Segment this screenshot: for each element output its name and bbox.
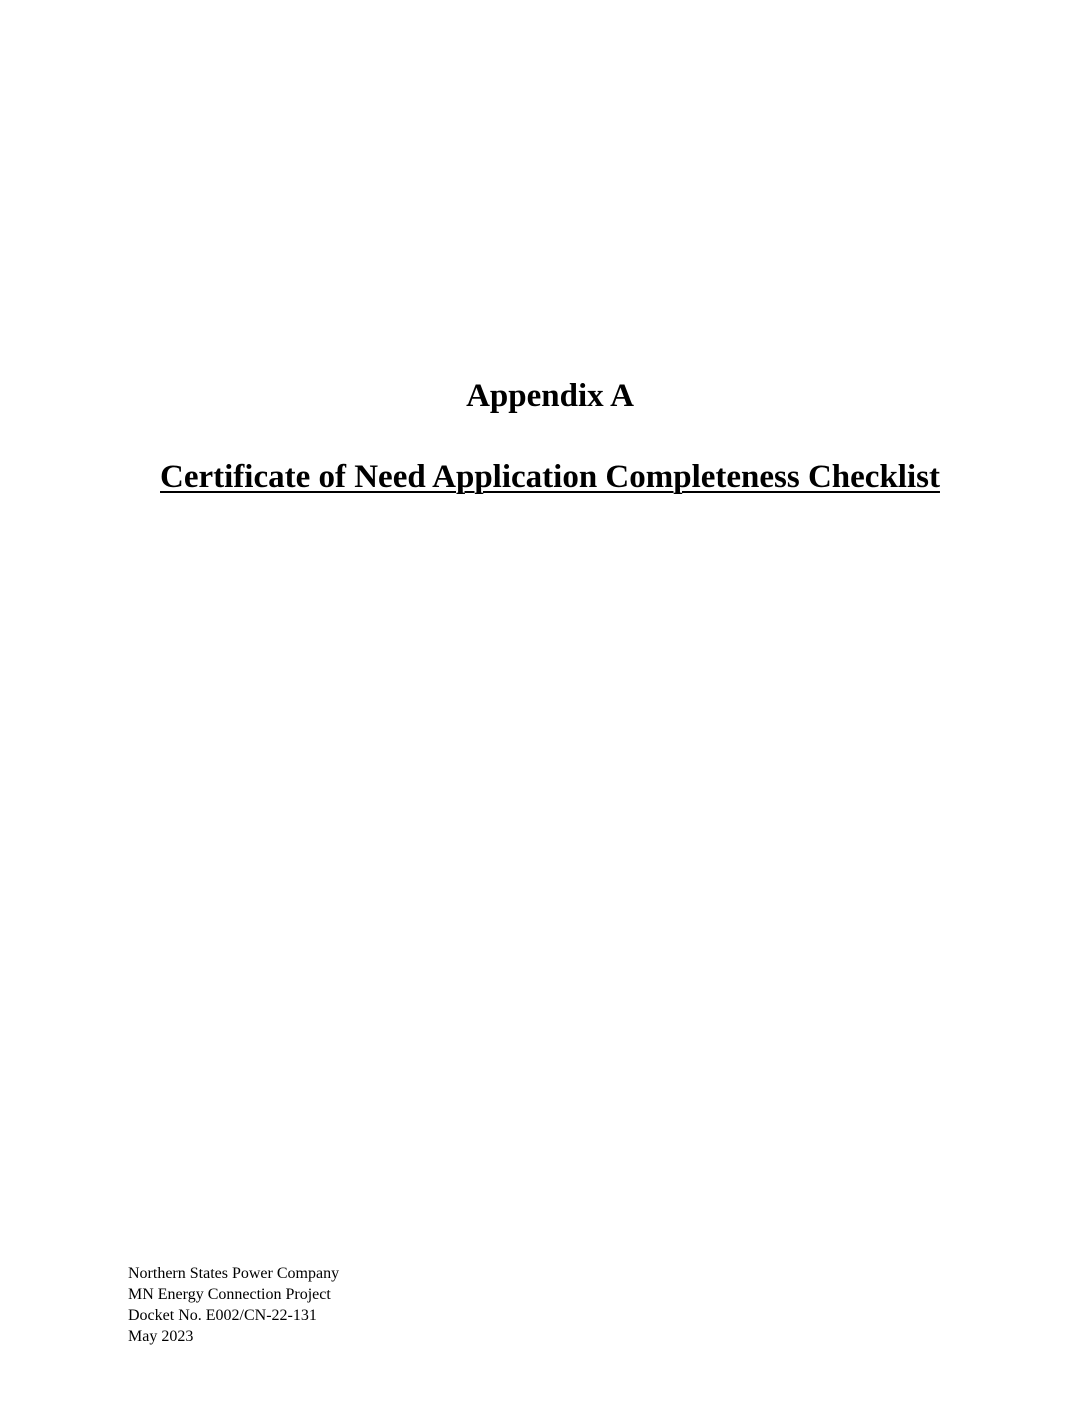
appendix-heading bbox=[0, 374, 1088, 418]
appendix-label: Appendix A bbox=[466, 378, 634, 414]
footer-company: Northern States Power Company bbox=[128, 1265, 340, 1282]
footer-docket: Docket No. E002/CN-22-131 bbox=[128, 1307, 317, 1324]
document-footer bbox=[128, 1263, 339, 1347]
document-title bbox=[0, 455, 1088, 499]
footer-date: May 2023 bbox=[128, 1328, 194, 1345]
document-title-text: Certificate of Need Application Completeness Checklist bbox=[160, 459, 940, 495]
footer-project: MN Energy Connection Project bbox=[128, 1286, 331, 1303]
